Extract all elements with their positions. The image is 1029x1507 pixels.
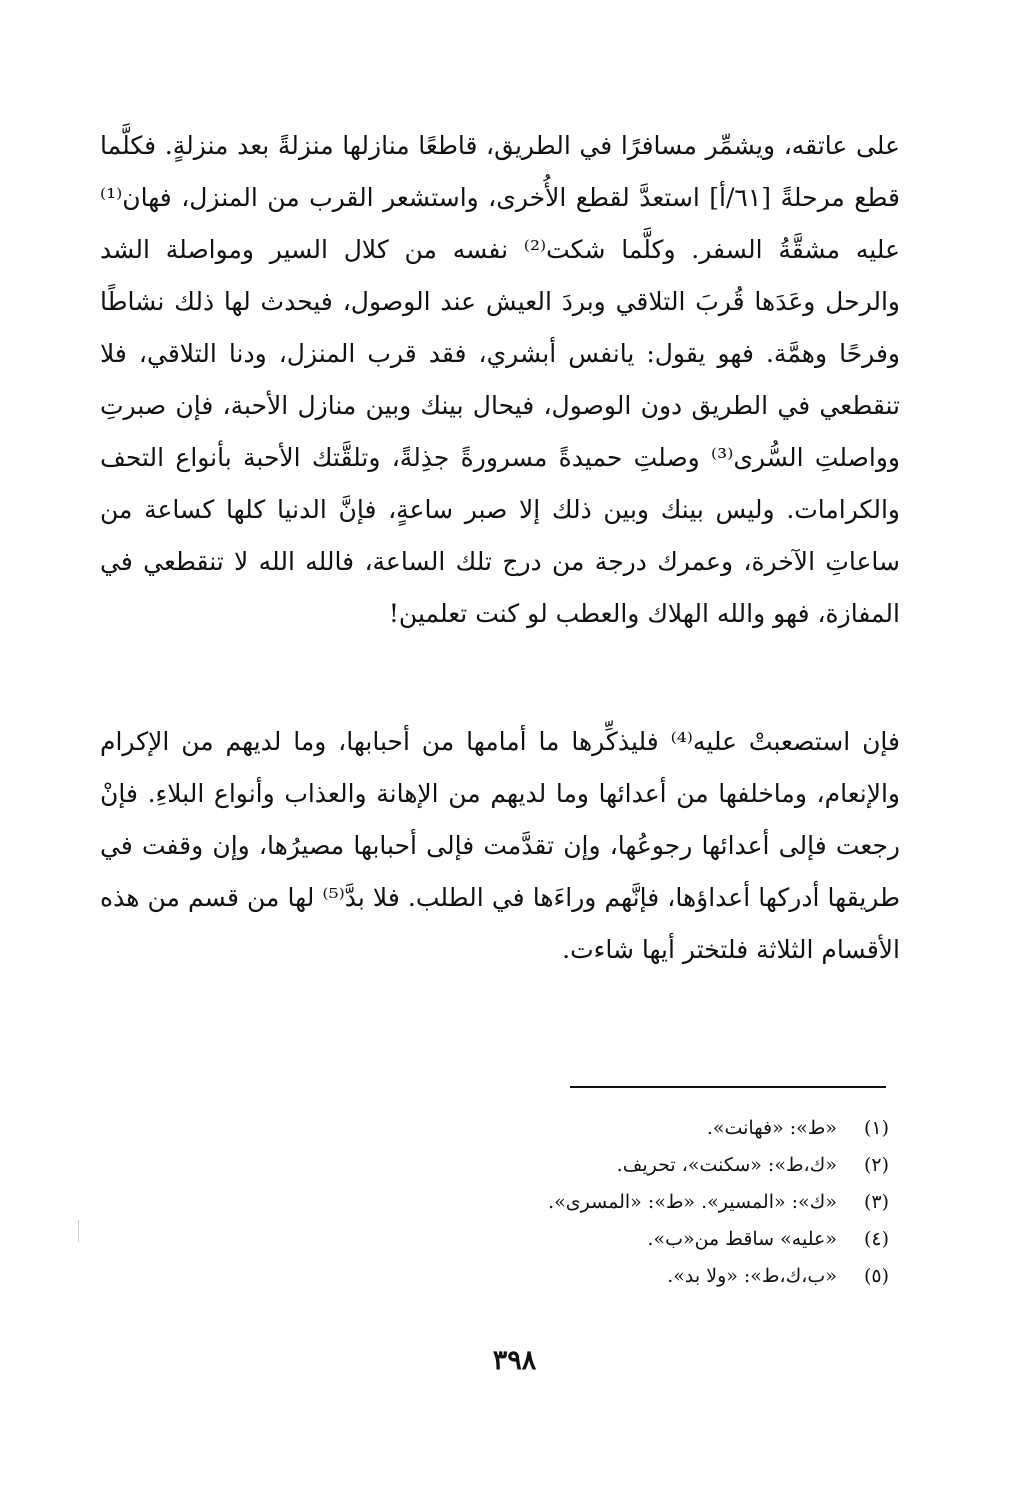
footnote-separator	[570, 1086, 886, 1088]
body-paragraph-2	[100, 716, 900, 976]
footnote-text: «عليه» ساقط من«ب».	[647, 1228, 837, 1250]
footnote-number: (١)	[863, 1117, 889, 1139]
footnote-item	[289, 1184, 889, 1221]
footnote-text: «ك،ط»: «سكنت»، تحريف.	[616, 1154, 837, 1176]
footnote-text: «ب،ك،ط»: «ولا بد».	[667, 1265, 837, 1287]
footnote-item	[289, 1147, 889, 1184]
footnote-item	[289, 1258, 889, 1295]
margin-mark	[78, 1220, 79, 1242]
footnote-item	[289, 1221, 889, 1258]
paragraph-text: على عاتقه، ويشمِّر مسافرًا في الطريق، قاطعًا منازلها منزلةً بعد منزلةٍ. فكلَّما قطع مرحلةً [٦١/أ] استعدَّ لقطع الأُخرى، واستشعر القرب من المنزل، فهان⁽¹⁾ عليه مشقَّةُ السفر. وكلَّما شكت⁽²⁾ نفسه من كلال السير ومواصلة الشد والرحل وعَدَها قُربَ التلاقي وبردَ العيش عند الوصول، فيحدث لها ذلك نشاطًا وفرحًا وهمَّة. فهو يقول: يانفس أبشري، فقد قرب المنزل، ودنا التلاقي، فلا تنقطعي في الطريق دون الوصول، فيحال بينك وبين منازل الأحبة، فإن صبرتِ وواصلتِ السُّرى⁽³⁾ وصلتِ حميدةً مسرورةً جذِلةً، وتلقَّتك الأحبة بأنواع التحف والكرامات. وليس بينك وبين ذلك إلا صبر ساعةٍ، فإنَّ الدنيا كلها كساعة من ساعاتِ الآخرة، وعمرك درجة من درج تلك الساعة، فالله الله لا تنقطعي في المفازة، فهو والله الهلاك والعطب لو كنت تعلمين!	[100, 131, 900, 628]
footnotes-list	[289, 1110, 889, 1295]
footnote-item	[289, 1110, 889, 1147]
page-number: ٣٩٨	[492, 1345, 537, 1376]
body-paragraph-1	[100, 120, 900, 640]
footnote-number: (٢)	[863, 1154, 889, 1176]
footnote-text: «ك»: «المسير». «ط»: «المسرى».	[548, 1191, 837, 1213]
paragraph-text: فإن استصعبتْ عليه⁽⁴⁾ فليذكِّرها ما أمامها من أحبابها، وما لديهم من الإكرام والإنعام، وماخلفها من أعدائها وما لديهم من الإهانة والعذاب وأنواع البلاءِ. فإنْ رجعت فإلى أعدائها رجوعُها، وإن تقدَّمت فإلى أحبابها مصيرُها، وإن وقفت في طريقها أدركها أعداؤها، فإنَّهم وراءَها في الطلب. فلا بدَّ⁽⁵⁾ لها من قسم من هذه الأقسام الثلاثة فلتختر أيها شاءت.	[100, 727, 900, 964]
footnote-number: (٥)	[863, 1265, 889, 1287]
footnote-number: (٣)	[863, 1191, 889, 1213]
footnote-number: (٤)	[863, 1228, 889, 1250]
footnote-text: «ط»: «فهانت».	[706, 1117, 837, 1139]
